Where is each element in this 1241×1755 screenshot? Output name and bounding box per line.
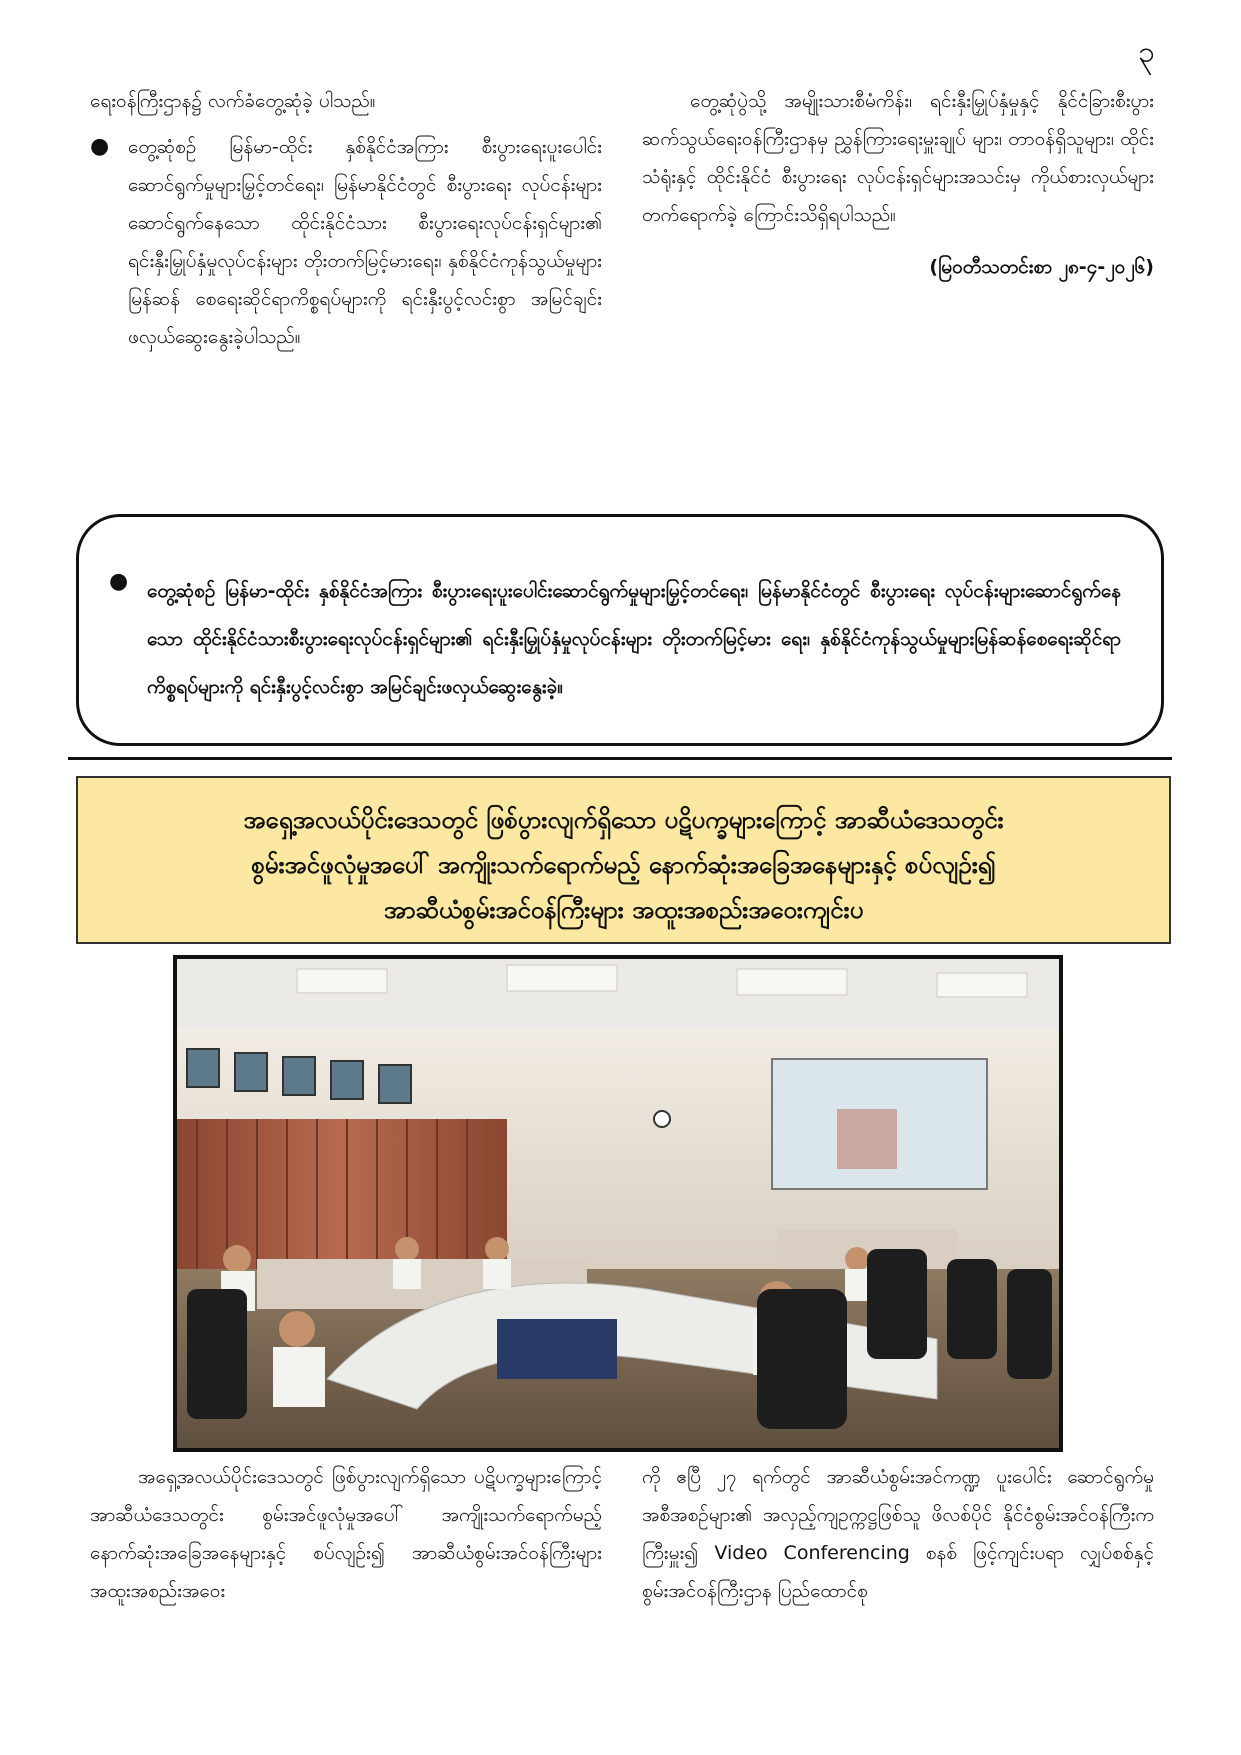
bullet-item [90, 128, 602, 356]
right-column [642, 82, 1154, 286]
bottom-right-paragraph: ကို ဧပြီ ၂၇ ရက်တွင် အာဆီယံစွမ်းအင်ကဏ္ဍ ပူးပေါင်း ဆောင်ရွက်မှုအစီအစဉ်များ၏ အလှည့်ကျဥက္ကဋ္ဌဖြစ်သူ ဖိလစ်ပိုင် နိုင်ငံစွမ်းအင်ဝန်ကြီးကကြီးမှူး၍ Video Conferencing စနစ် ဖြင့်ကျင်းပရာ လျှပ်စစ်နှင့်စွမ်းအင်ဝန်ကြီးဌာန ပြည်ထောင်စု [642, 1466, 1154, 1602]
highlight-box [76, 514, 1164, 746]
bottom-left-paragraph: အရှေ့အလယ်ပိုင်းဒေသတွင် ဖြစ်ပွားလျက်ရှိသော ပဋိပက္ခများကြောင့် အာဆီယံဒေသတွင်း စွမ်းအင်ဖူလုံမှုအပေါ် အကျိုးသက်ရောက်မည့် နောက်ဆုံးအခြေအနေများနှင့် စပ်လျဉ်း၍ အာဆီယံစွမ်းအင်ဝန်ကြီးများ အထူးအစည်းအဝေး [90, 1466, 602, 1602]
meeting-photo [173, 955, 1063, 1452]
bottom-right-column [642, 1458, 1154, 1610]
highlight-text: တွေ့ဆုံစဉ် မြန်မာ-ထိုင်း နှစ်နိုင်ငံအကြား စီးပွားရေးပူးပေါင်းဆောင်ရွက်မှုများမြှင့်တင်ရေး၊ မြန်မာနိုင်ငံတွင် စီးပွားရေး လုပ်ငန်းများဆောင်ရွက်နေသော ထိုင်းနိုင်ငံသားစီးပွားရေးလုပ်ငန်းရှင်များ၏ ရင်းနှီးမြှုပ်နှံမှုလုပ်ငန်းများ တိုးတက်မြင့်မား ရေး၊ နှစ်နိုင်ငံကုန်သွယ်မှုများမြန်ဆန်စေရေးဆိုင်ရာကိစ္စရပ်များကို ရင်းနှီးပွင့်လင်းစွာ အမြင်ချင်းဖလှယ်ဆွေးနွေးခဲ့။ [147, 580, 1121, 698]
right-paragraph: တွေ့ဆုံပွဲသို့ အမျိုးသားစီမံကိန်း၊ ရင်းနှီးမြှုပ်နှံမှုနှင့် နိုင်ငံခြားစီးပွားဆက်သွယ်ရေးဝန်ကြီးဌာနမှ ညွှန်ကြားရေးမှူးချုပ် များ၊ တာဝန်ရှိသူများ၊ ထိုင်းသံရုံးနှင့် ထိုင်းနိုင်ငံ စီးပွားရေး လုပ်ငန်းရှင်များအသင်းမှ ကိုယ်စားလှယ်များ တက်ရောက်ခဲ့ ကြောင်းသိရှိရပါသည်။ [642, 90, 1154, 226]
meeting-room-illustration [177, 959, 1059, 1448]
bottom-left-column [90, 1458, 602, 1610]
headline-line-1: အရှေ့အလယ်ပိုင်းဒေသတွင် ဖြစ်ပွားလျက်ရှိသော ပဋိပက္ခများကြောင့် အာဆီယံဒေသတွင်း [243, 806, 1004, 834]
source-citation: (မြဝတီသတင်းစာ ၂၈-၄-၂၀၂၆) [929, 256, 1154, 278]
highlight-bullet [109, 567, 1121, 711]
intro-line: ရေးဝန်ကြီးဌာန၌ လက်ခံတွေ့ဆုံခဲ့ ပါသည်။ [90, 90, 376, 112]
headline-line-2: စွမ်းအင်ဖူလုံမှုအပေါ် အကျိုးသက်ရောက်မည့် နောက်ဆုံးအခြေအနေများနှင့် စပ်လျဉ်း၍ [251, 851, 996, 879]
bullet-text: တွေ့ဆုံစဉ် မြန်မာ-ထိုင်း နှစ်နိုင်ငံအကြား စီးပွားရေးပူးပေါင်း ဆောင်ရွက်မှုများမြှင့်တင်ရေး၊ မြန်မာနိုင်ငံတွင် စီးပွားရေး လုပ်ငန်းများ ဆောင်ရွက်နေသော ထိုင်းနိုင်ငံသား စီးပွားရေးလုပ်ငန်းရှင်များ၏ ရင်းနှီးမြှုပ်နှံမှုလုပ်ငန်းများ တိုးတက်မြင့်မားရေး၊ နှစ်နိုင်ငံကုန်သွယ်မှုများ မြန်ဆန် စေရေးဆိုင်ရာကိစ္စရပ်များကို ရင်းနှီးပွင့်လင်းစွာ အမြင်ချင်း ဖလှယ်ဆွေးနွေးခဲ့ပါသည်။ [128, 136, 602, 348]
page-number: ၃ [1138, 35, 1155, 70]
headline-box [76, 776, 1171, 944]
bullet-icon: ● [90, 134, 110, 159]
left-column [90, 82, 602, 356]
divider [68, 757, 1172, 760]
bullet-icon: ● [109, 569, 129, 594]
headline-line-3: အာဆီယံစွမ်းအင်ဝန်ကြီးများ အထူးအစည်းအဝေးကျင်းပ [383, 896, 864, 924]
